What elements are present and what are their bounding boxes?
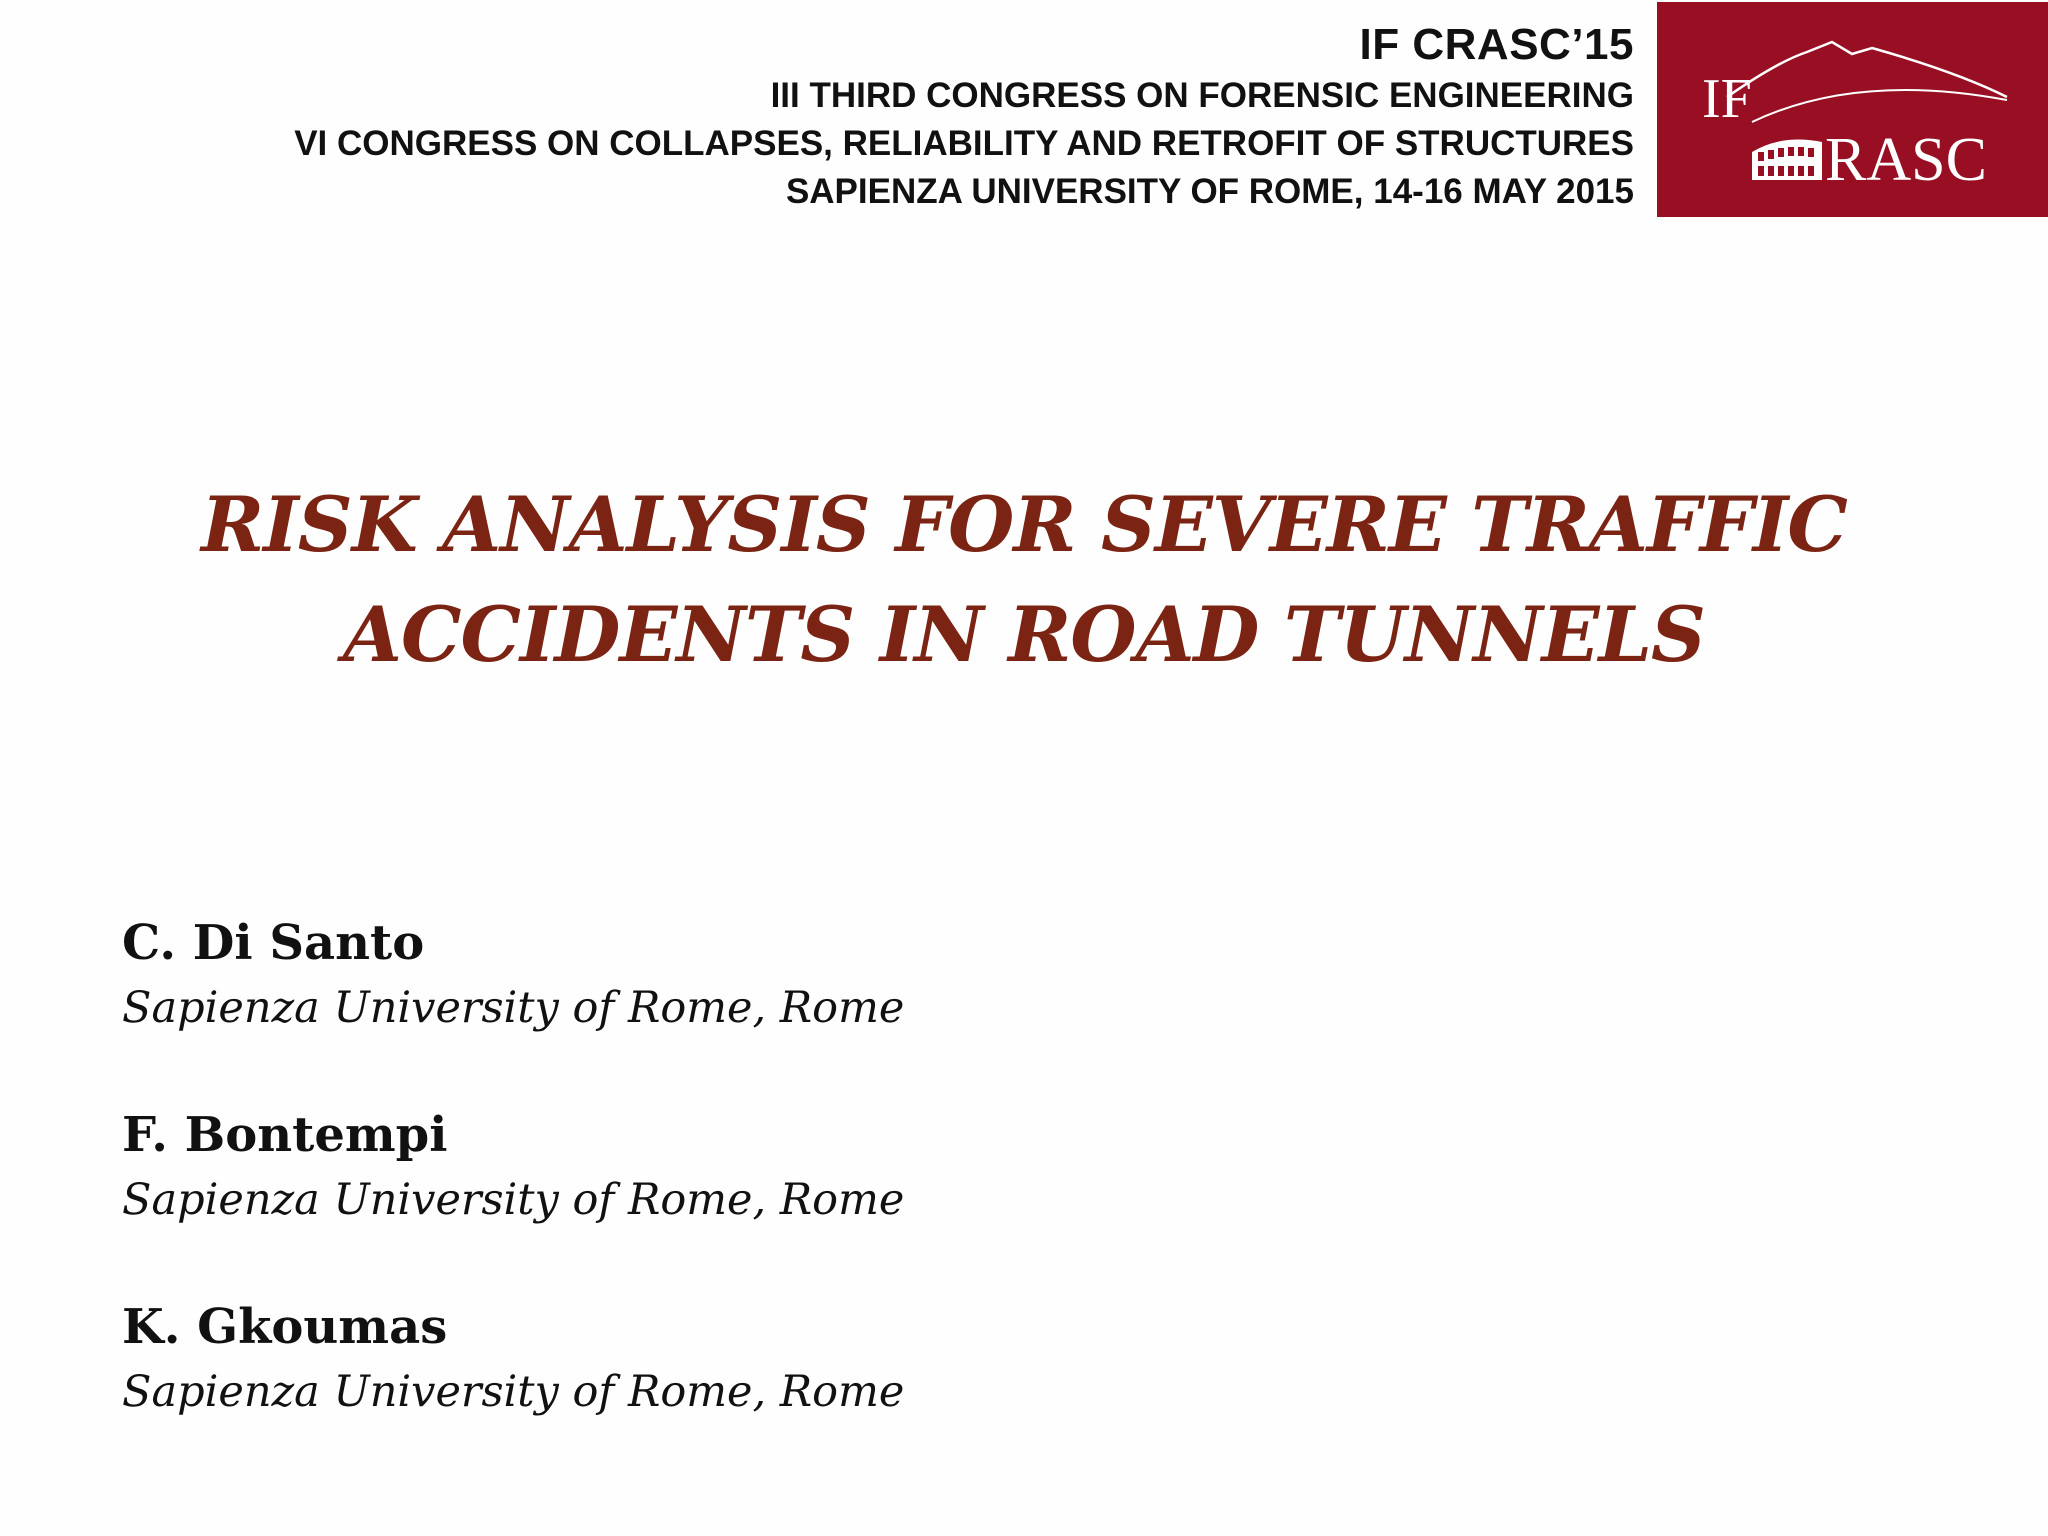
title-line-1: RISK ANALYSIS FOR SEVERE TRAFFIC [201,480,1847,569]
author-name: K. Gkoumas [122,1299,448,1355]
conference-line-1: III THIRD CONGRESS ON FORENSIC ENGINEERING [770,76,1634,115]
title-line-2: ACCIDENTS IN ROAD TUNNELS [343,590,1705,679]
author-affiliation: Sapienza University of Rome, Rome [122,1175,905,1225]
author-list [122,910,904,1486]
logo-text-if: IF [1702,68,1752,130]
author-affiliation: Sapienza University of Rome, Rome [122,1367,905,1417]
author-name: F. Bontempi [122,1107,448,1163]
arc-swoosh [1752,90,2007,122]
conference-line-2: VI CONGRESS ON COLLAPSES, RELIABILITY AND RETROFIT OF STRUCTURES [294,124,1634,163]
author-entry [122,910,904,1102]
author-name: C. Di Santo [122,915,425,971]
volcano-outline [1727,42,2007,97]
presentation-title [0,470,2048,690]
logo-text-rasc: RASC [1825,126,1987,194]
colosseum-icon [1752,140,1822,180]
conference-title: IF CRASC’15 [1359,20,1634,69]
conference-header [294,18,1634,216]
author-entry [122,1102,904,1294]
conference-line-3: SAPIENZA UNIVERSITY OF ROME, 14-16 MAY 2015 [785,172,1634,211]
conference-logo [1657,2,2048,217]
author-entry [122,1294,904,1486]
logo-graphic [1657,2,2048,217]
author-affiliation: Sapienza University of Rome, Rome [122,983,905,1033]
